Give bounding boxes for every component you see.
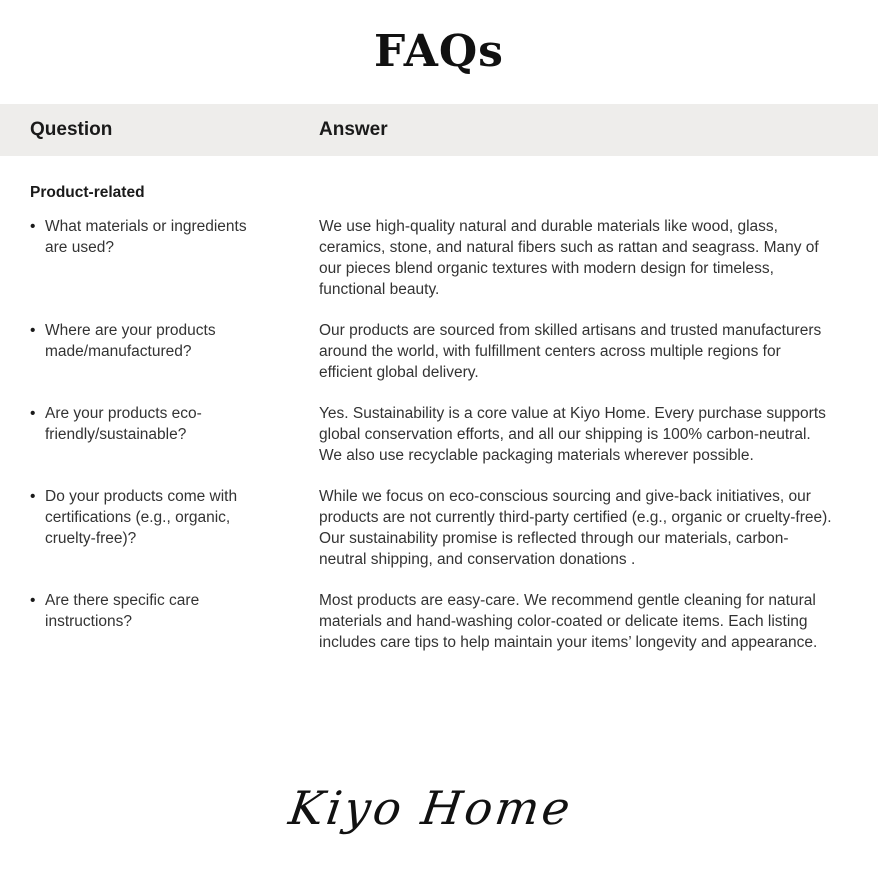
- bullet-icon: •: [30, 488, 36, 505]
- page-title: FAQs: [374, 26, 504, 77]
- faq-content: [0, 156, 878, 835]
- faq-answer: Most products are easy-care. We recommend gentle cleaning for natural materials and hand-washing color-coated or delicate items. Each listing includes care tips to help maintain your items’ longevity and appearance.: [319, 592, 818, 651]
- faq-row: [30, 320, 832, 383]
- faq-row: [30, 486, 832, 570]
- faq-answer: We use high-quality natural and durable materials like wood, glass, ceramics, stone, and natural fibers such as rattan and seagrass. Many of our pieces blend organic textures with modern design for timeless, functional beauty.: [319, 218, 819, 298]
- faq-question-text: What materials or ingredients are used?: [45, 218, 247, 256]
- faq-question: [30, 590, 319, 653]
- table-header-bar: [0, 104, 878, 156]
- faq-answer: Our products are sourced from skilled artisans and trusted manufacturers around the world, with fulfillment centers across multiple regions for efficient global delivery.: [319, 322, 822, 381]
- bullet-icon: •: [30, 218, 36, 235]
- faq-question: [30, 403, 319, 466]
- brand-signature: Kiyo Home: [285, 781, 577, 835]
- faq-answer: Yes. Sustainability is a core value at Kiyo Home. Every purchase supports global conservation efforts, and all our shipping is 100% carbon-neutral. We also use recyclable packaging materials wherever possible.: [319, 405, 826, 464]
- faq-question: [30, 216, 319, 300]
- faq-question-text: Do your products come with certifications (e.g., organic, cruelty-free)?: [45, 488, 238, 547]
- faq-question: [30, 320, 319, 383]
- faq-row: [30, 590, 832, 653]
- faq-question-text: Are your products eco-friendly/sustainable?: [45, 405, 202, 443]
- faq-answer: While we focus on eco-conscious sourcing and give-back initiatives, our products are not currently third-party certified (e.g., organic or cruelty-free). Our sustainability promise is reflected through our materials, carbon-neutral shipping, and conservation donations .: [319, 488, 832, 568]
- faq-question-text: Are there specific care instructions?: [45, 592, 200, 630]
- faq-question-text: Where are your products made/manufactured?: [45, 322, 216, 360]
- answer-column-header: Answer: [319, 119, 388, 140]
- question-column-header: Question: [30, 119, 113, 140]
- faq-question: [30, 486, 319, 570]
- bullet-icon: •: [30, 322, 36, 339]
- section-heading: Product-related: [30, 184, 145, 201]
- faq-row: [30, 216, 832, 300]
- faq-row: [30, 403, 832, 466]
- bullet-icon: •: [30, 592, 36, 609]
- bullet-icon: •: [30, 405, 36, 422]
